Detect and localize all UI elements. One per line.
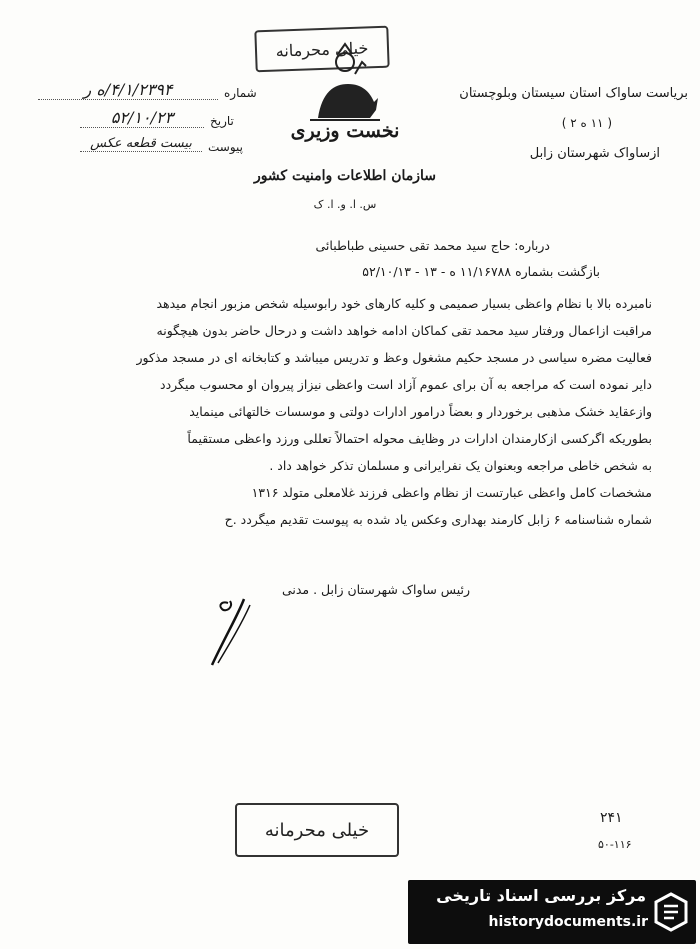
footer-title: مرکز بررسی اسناد تاریخی [436,886,646,905]
number-label: شماره [224,86,257,100]
body-line-1: نامبرده بالا با نظام واعظی بسیار صمیمی و کلیه کارهای خود رابوسیله شخص مزبور انجام میدهد [156,296,652,311]
confidential-stamp-bottom: خیلی محرمانه [235,803,399,857]
document-center-logo-icon [652,890,690,934]
signature-label: رئیس ساواک شهرستان زابل . مدنی [281,582,470,597]
body-line-9: شماره شناسنامه ۶ زابل کارمند بهداری وعکس یاد شده به پیوست تقدیم میگردد .ح [224,512,652,527]
org-code: س. ا. و. ا. ک [313,198,377,211]
lion-and-sun-emblem [300,40,390,130]
body-line-4: دایر نموده است که مراجعه به آن برای عموم آزاد است واعظی نیزاز پیروان او محسوب میگردد [160,377,652,392]
body-line-5: وازعقاید خشک مذهبی برخوردار و بعضاً درامور ادارات دولتی و موسسات خالتهائی مینماید [189,404,652,419]
attachment-label: پیوست [208,140,243,154]
subject-line: درباره: حاج سید محمد تقی حسینی طباطبائی [315,238,550,253]
page-number: ۲۴۱ [600,810,623,826]
sender-line: ازساواک شهرستان زابل [529,146,660,161]
body-line-3: فعالیت مضره سیاسی در مسجد حکیم مشغول وعظ و تدریس میباشد و کتابخانه ای در مسجد مذکور [136,350,652,365]
org-subtitle: سازمان اطلاعات وامنیت کشور [253,168,437,184]
footer-site: historydocuments.ir [488,914,648,930]
body-line-2: مراقبت ازاعمال ورفتار سید محمد تقی کماکان ادامه خواهد داشت و درحال حاضر بدون هیچگونه [156,323,652,338]
date-value: ۵۲/۱۰/۲۳ [80,108,204,128]
number-value: ۴/۱/۲۳۹۴/ه ر [38,80,218,100]
date-label: تاریخ [210,114,234,128]
confidential-stamp-top: خیلی محرمانه [254,26,389,73]
recipient-code: ( ۱۱ ه ۲ ) [561,116,612,130]
footer-watermark [408,880,696,944]
handwritten-signature [200,595,260,670]
reference-number: ۵۰-۱۱۶ [598,838,632,851]
body-line-8: مشخصات کامل واعظی عبارتست از نظام واعظی فرزند غلامعلی متولد ۱۳۱۶ [251,485,652,500]
attachment-value: بیست قطعه عکس [80,136,202,152]
recipient-line: بریاست ساواک استان سیستان وبلوچستان [459,86,688,101]
body-line-7: به شخص خاطی مراجعه وبعنوان یک نفرایرانی و مسلمان تذکر خواهد داد . [269,458,652,473]
org-title: نخست وزیری [290,120,400,142]
reference-line: بازگشت بشماره ۱۱/۱۶۷۸۸ ه - ۱۳ - ۵۲/۱۰/۱۳ [362,264,600,279]
body-line-6: بطوریکه اگرکسی ازکارمندان ادارات در وظایف محوله احتمالاً تعللی ورزد واعظی مستقیماً [187,431,652,446]
